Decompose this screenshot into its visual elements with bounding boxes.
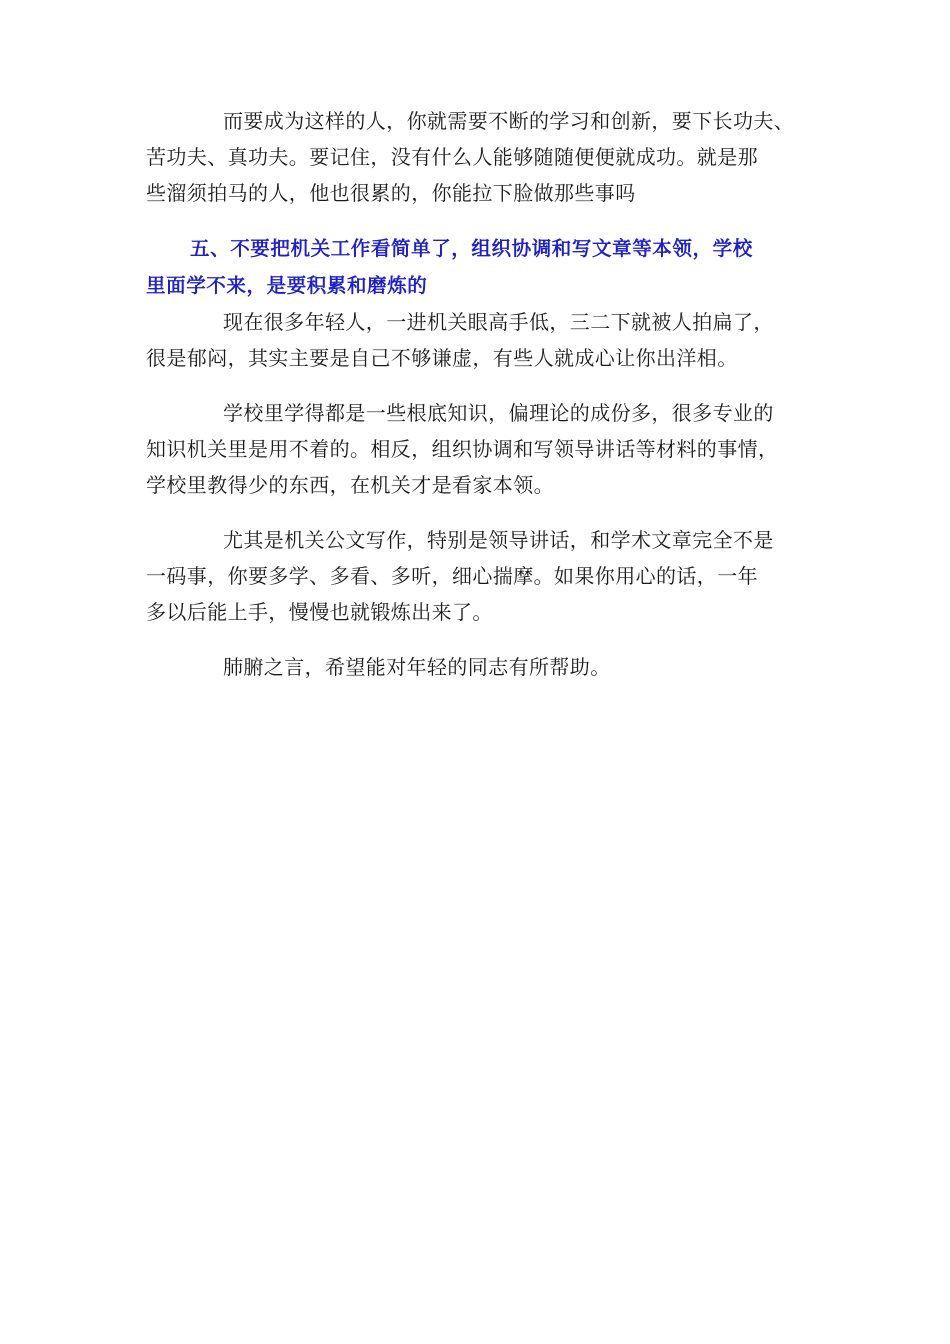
paragraph-5 — [146, 649, 808, 685]
paragraph-line: 一码事，你要多学、多看、多听，细心揣摩。如果你用心的话，一年 — [146, 564, 758, 588]
paragraph-spacing — [146, 211, 808, 230]
paragraph-line: 些溜须拍马的人，他也很累的，你能拉下脸做那些事吗 — [146, 181, 636, 205]
paragraph-1 — [146, 103, 808, 211]
heading-line: 五、不要把机关工作看简单了，组织协调和写文章等本领，学校 — [190, 237, 753, 260]
paragraph-line: 肺腑之言，希望能对年轻的同志有所帮助。 — [223, 655, 611, 679]
paragraph-line: 现在很多年轻人，一进机关眼高手低，三二下就被人拍扁了， — [223, 310, 774, 334]
paragraph-3 — [146, 395, 808, 503]
paragraph-spacing — [146, 630, 808, 649]
paragraph-spacing — [146, 503, 808, 522]
paragraph-spacing — [146, 376, 808, 395]
paragraph-line: 很是郁闷，其实主要是自己不够谦虚，有些人就成心让你出洋相。 — [146, 346, 738, 370]
paragraph-line: 学校里学得都是一些根底知识，偏理论的成份多，很多专业的 — [223, 401, 774, 425]
paragraph-line: 知识机关里是用不着的。相反，组织协调和写领导讲话等材料的事情， — [146, 437, 779, 461]
paragraph-line: 而要成为这样的人，你就需要不断的学习和创新，要下长功夫、 — [223, 109, 795, 133]
paragraph-line: 尤其是机关公文写作，特别是领导讲话，和学术文章完全不是 — [223, 528, 774, 552]
paragraph-2 — [146, 304, 808, 376]
paragraph-line: 苦功夫、真功夫。要记住，没有什么人能够随随便便就成功。就是那 — [146, 145, 758, 169]
paragraph-line: 学校里教得少的东西，在机关才是看家本领。 — [146, 473, 554, 497]
paragraph-line: 多以后能上手，慢慢也就锻炼出来了。 — [146, 600, 493, 624]
paragraph-4 — [146, 522, 808, 630]
heading-line: 里面学不来，是要积累和磨炼的 — [146, 274, 428, 297]
document-body — [146, 103, 808, 685]
section-heading-5 — [146, 230, 808, 304]
